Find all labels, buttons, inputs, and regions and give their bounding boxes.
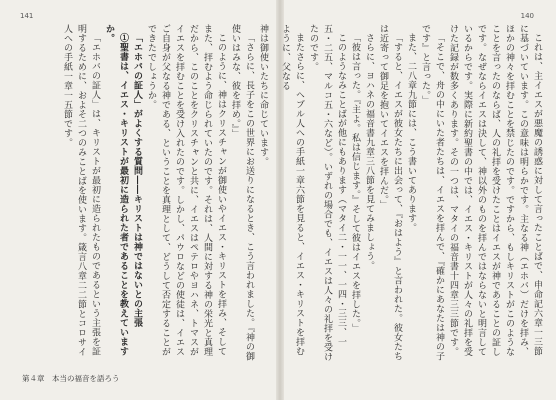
right-page-body	[280, 24, 544, 364]
left-page-body	[28, 24, 270, 364]
paragraph: これは、主イエスが悪魔の誘惑に対して言ったことばで、申命記六章一三節に基づいています。この意味は明らかです。主なる神（エホバ）だけを拝み、ほかの神々を拝むことを禁じたのです。ですから、もしキリストがこのようなことを言ったのならば、人の礼拝を受けたことはイエスが神であることの証しです。なぜならイエスは決して、神以外のものを拝んではならないと明言しているからです。実際に新約聖書の中では、イエス・キリストが人々の礼拝を受けた記録が数多くあります。その一つは、マタイの福音書十四章三三節です。	[448, 24, 542, 357]
quote: 「彼は言った。『主よ。私は信じます。』そして彼はイエスを拝した。」	[350, 33, 360, 333]
paragraph: 神は御使いたちに命じています。	[258, 24, 268, 167]
paragraph: このようなみことばが他にもあります（マタイ二・一一、一四・三三、一五・二五、マルコ五・六など）。いずれの場合でも、イエスは人々の礼拝を受けたのです。	[308, 24, 346, 362]
page-number-left: 141	[20, 12, 34, 20]
paragraph: 「さらに、長子をこの世界にお送りになるとき、こう言われました。『神の御使いはみな、彼を拝め。』」	[230, 24, 254, 361]
paragraph: また、二八章九節には、こう書いてあります。	[406, 33, 416, 233]
paragraph: 「エホバの証人」は、キリストが最初に造られたものであるという主張を証明するために、およそ二つのみことばを使います。箴言八章二二節とコロサイ人への手紙一章一五節です。	[62, 24, 100, 357]
right-page	[280, 0, 556, 400]
quote: 「そこで、舟の中にいた者たちは、イエスを拝んで、『確かにあなたは神の子です』と言った。」	[420, 24, 444, 361]
paragraph: このように、神はクリスチャンが御使いやイエス・キリストを拝み、そしてまた、拝むよう命じられていたのです。それは、人間に対する神の栄光と真理だから、このことをクリスチャンと共に、イエスはペテロやヨハネ、トマスがイエスを拝むことを受け入れたのです。しかし、パウロなどの使徒は、イエスご自身が父なる神である、ということを真理として、どうして否定することができたでしょうか。	[146, 24, 226, 357]
running-footer: 第４章 本当の福音を語ろう	[22, 374, 120, 383]
quote: 「すると、イエスが彼女たちに出会って、『おはよう』と言われた。彼女たちは近寄って御足を抱いてイエスを拝んだ。」	[378, 24, 402, 361]
paragraph: またさらに、ヘブル人への手紙一章六節を見ると、イエス・キリストを拝むように、父なる	[280, 24, 304, 356]
left-page	[0, 0, 276, 400]
page-number-right: 140	[520, 12, 534, 20]
paragraph: さらに、ヨハネの福音書九章三八節を見てみましょう。	[364, 33, 374, 271]
question-heading: ①聖書は、イエス・キリストが最初に造られた者であることを教えていますか。	[104, 24, 128, 356]
section-heading: 「エホバの証人」がよくする質問――キリストは神ではないとの主張	[132, 33, 142, 328]
